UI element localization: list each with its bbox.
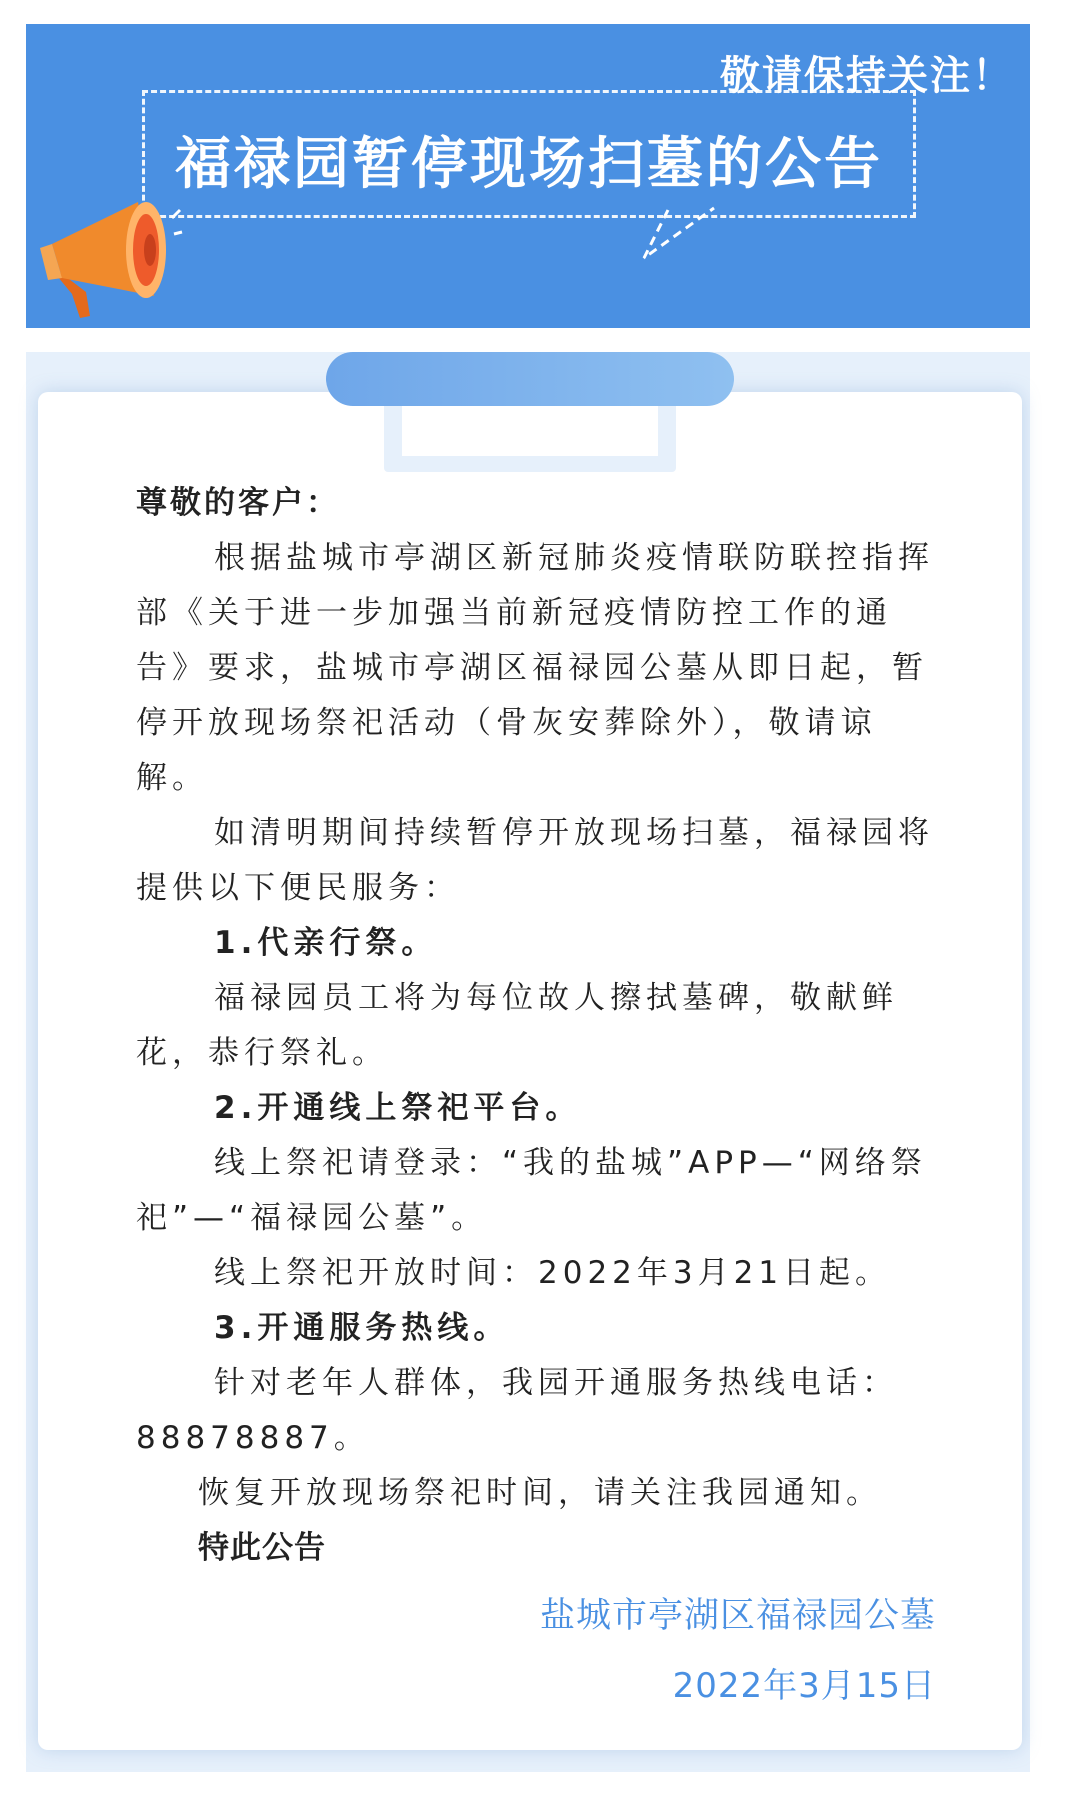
notice-body (136, 476, 946, 1576)
banner-tagline: 敬请保持关注！ (720, 53, 1014, 99)
page-title: 福禄园暂停现场扫墓的公告 (175, 132, 883, 197)
announce-line: 特此公告 (198, 1530, 326, 1566)
item-3-title: 3.开通服务热线。 (214, 1310, 510, 1346)
paragraph-2: 如清明期间持续暂停开放现场扫墓，福禄园将提供以下便民服务： (136, 815, 934, 906)
signature-date: 2022年3月15日 (672, 1666, 936, 1706)
paragraph-1: 根据盐城市亭湖区新冠肺炎疫情联防联控指挥部《关于进一步加强当前新冠疫情防控工作的通告》要求，盐城市亭湖区福禄园公墓从即日起，暂停开放现场祭祀活动（骨灰安葬除外），敬请谅解。 (136, 540, 934, 796)
card-header-pill (326, 352, 734, 406)
signature-org: 盐城市亭湖区福禄园公墓 (539, 1596, 936, 1636)
item-2-body-1: 线上祭祀请登录：“我的盐城”APP—“网络祭祀”—“福禄园公墓”。 (136, 1145, 927, 1236)
closing-line: 恢复开放现场祭祀时间，请关注我园通知。 (198, 1475, 882, 1511)
item-1-body: 福禄园员工将为每位故人擦拭墓碑，敬献鲜花，恭行祭礼。 (136, 980, 898, 1071)
item-1-title: 1.代亲行祭。 (214, 925, 438, 961)
megaphone-icon (34, 200, 184, 330)
item-3-body: 针对老年人群体，我园开通服务热线电话：88878887。 (136, 1365, 898, 1456)
item-2-body-2: 线上祭祀开放时间：2022年3月21日起。 (214, 1255, 892, 1291)
item-2-title: 2.开通线上祭祀平台。 (214, 1090, 582, 1126)
speech-pointer-icon (640, 200, 760, 320)
greeting: 尊敬的客户： (136, 485, 340, 521)
